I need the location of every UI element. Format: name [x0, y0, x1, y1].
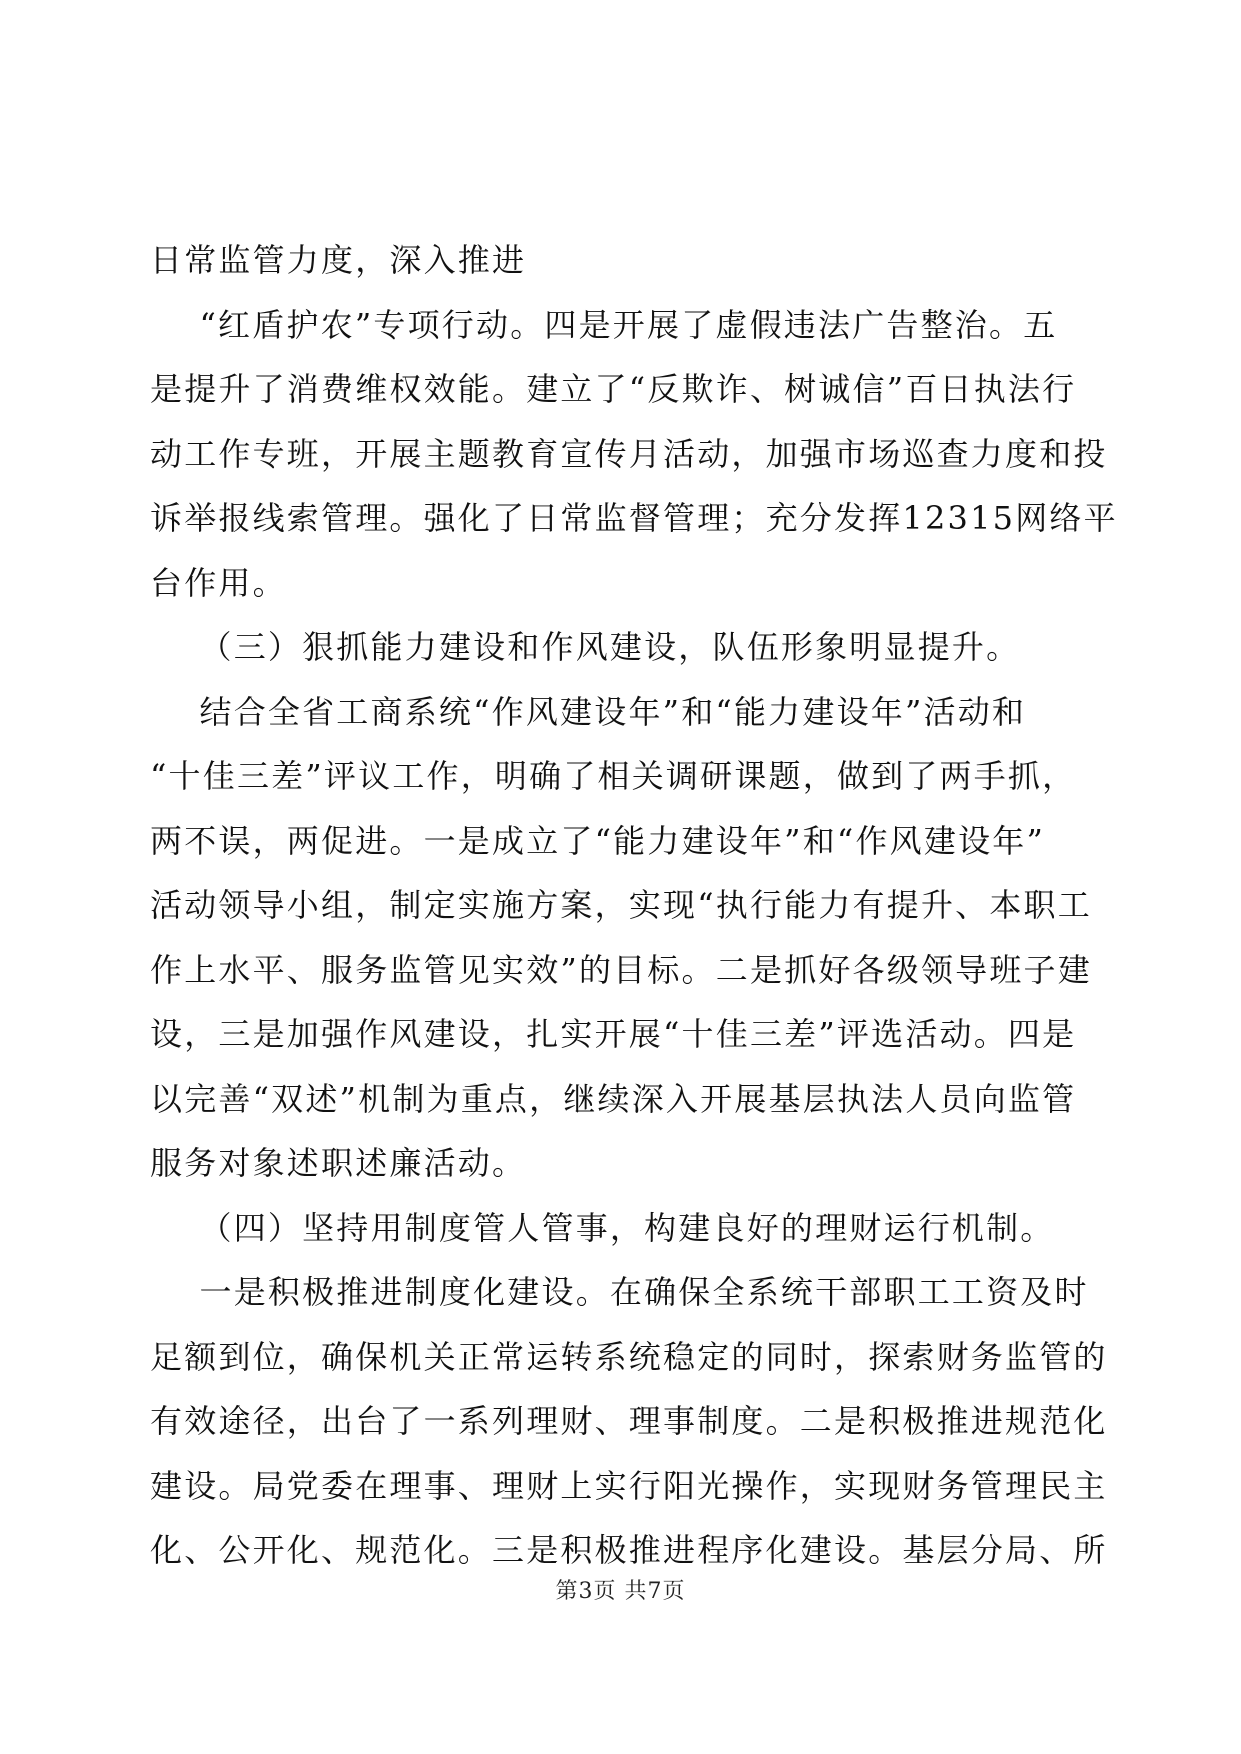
page-number-footer: 第3页 共7页 — [555, 1579, 686, 1604]
text-line: 以完善“双述”机制为重点，继续深入开展基层执法人员向监管 — [150, 1079, 1077, 1118]
text-line: 两不误，两促进。一是成立了“能力建设年”和“作风建设年” — [150, 821, 1046, 860]
text-line: 诉举报线索管理。强化了日常监督管理；充分发挥12315网络平 — [150, 499, 1118, 537]
text-line: 台作用。 — [150, 563, 287, 602]
text-line: 动工作专班，开展主题教育宣传月活动，加强市场巡查力度和投 — [150, 434, 1108, 473]
text-line: 作上水平、服务监管见实效”的目标。二是抓好各级领导班子建 — [150, 950, 1092, 989]
document-body — [150, 228, 1118, 1583]
text-line: 结合全省工商系统“作风建设年”和“能力建设年”活动和 — [150, 692, 1027, 731]
text-line: 活动领导小组，制定实施方案，实现“执行能力有提升、本职工 — [150, 886, 1092, 924]
section-heading: （三）狠抓能力建设和作风建设，队伍形象明显提升。 — [150, 628, 1021, 666]
text-line: 一是积极推进制度化建设。在确保全系统干部职工工资及时 — [150, 1273, 1089, 1311]
text-line: 设，三是加强作风建设，扎实开展“十佳三差”评选活动。四是 — [150, 1015, 1077, 1053]
text-line: 是提升了消费维权效能。建立了“反欺诈、树诚信”百日执法行 — [150, 370, 1077, 408]
text-line: “红盾护农”专项行动。四是开展了虚假违法广告整治。五 — [150, 305, 1058, 344]
text-line: 化、公开化、规范化。三是积极推进程序化建设。基层分局、所 — [150, 1531, 1108, 1569]
text-line: “十佳三差”评议工作，明确了相关调研课题，做到了两手抓， — [150, 757, 1077, 795]
text-line: 日常监管力度，深入推进 — [150, 241, 527, 279]
text-line: 建设。局党委在理事、理财上实行阳光操作，实现财务管理民主 — [150, 1466, 1108, 1505]
text-line: 有效途径，出台了一系列理财、理事制度。二是积极推进规范化 — [150, 1402, 1108, 1440]
section-heading: （四）坚持用制度管人管事，构建良好的理财运行机制。 — [150, 1208, 1055, 1247]
text-line: 足额到位，确保机关正常运转系统稳定的同时，探索财务监管的 — [150, 1337, 1108, 1376]
text-line: 服务对象述职述廉活动。 — [150, 1144, 527, 1182]
